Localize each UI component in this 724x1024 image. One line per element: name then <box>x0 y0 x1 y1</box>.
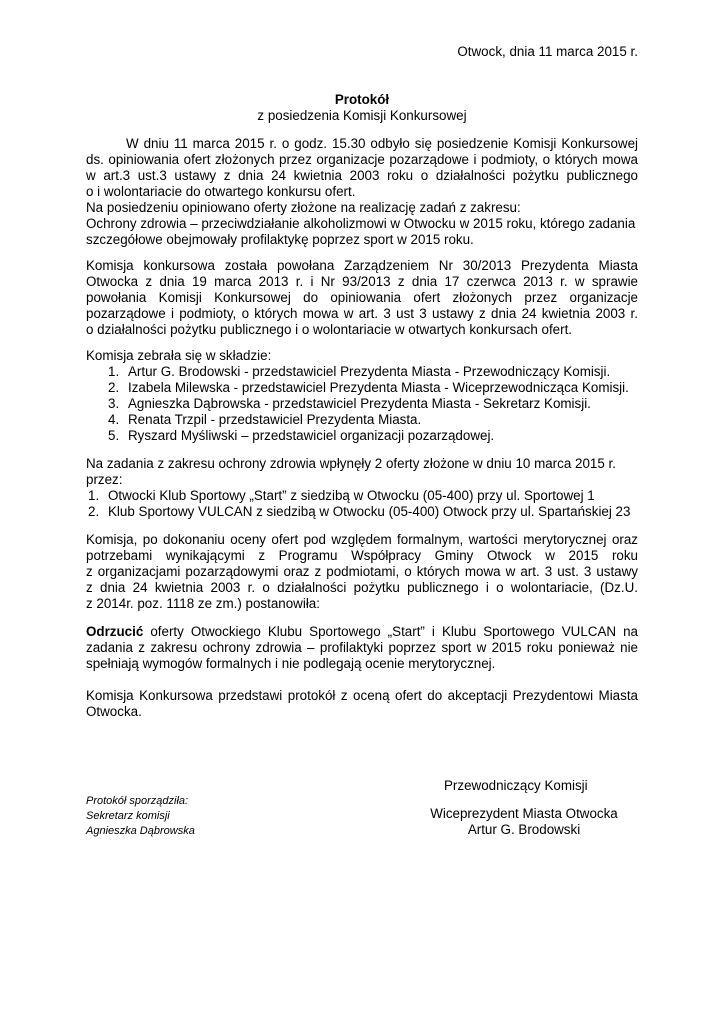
text-line: zadania z zakresu ochrony zdrowia – profilaktyki poprzez sport w 2015 roku ponieważ nie <box>86 640 638 655</box>
text-line: Otwocka z dnia 19 marca 2013 r. i Nr 93/2013 z dnia 17 czerwca 2013 r. w sprawie <box>86 274 638 289</box>
text-line: Na zadania z zakresu ochrony zdrowia wpłynęły 2 oferty złożone w dniu 10 marca 2015 r. <box>86 456 616 471</box>
text-line: szczegółowe obejmowały profilaktykę poprzez sport w 2015 roku. <box>86 232 474 247</box>
members-section <box>86 348 638 444</box>
chair-position: Wiceprezydent Miasta Otwocka <box>430 806 618 821</box>
text-line: Komisja, po dokonaniu oceny ofert pod względem formalnym, wartości merytorycznej oraz <box>86 532 638 547</box>
commission-paragraph <box>86 258 638 338</box>
decision-paragraph <box>86 624 638 672</box>
text-line: Ochrony zdrowia – przeciwdziałanie alkoholizmowi w Otwocku w 2015 roku, którego zadania <box>86 216 636 231</box>
text-line: Odrzucić oferty Otwockiego Klubu Sportowego „Start” i Klubu Sportowego VULCAN na <box>86 624 638 639</box>
list-item: 4. Renata Trzpil - przedstawiciel Prezydenta Miasta. <box>108 412 422 427</box>
text-line: potrzebami wynikającymi z Programu Współpracy Gminy Otwock w 2015 roku <box>86 548 638 563</box>
text-line: ds. opiniowania ofert złożonych przez organizacje pozarządowe i podmioty, o których mowa <box>86 152 638 167</box>
offers-section <box>86 456 638 520</box>
list-item: 5. Ryszard Myśliwski – przedstawiciel organizacji pozarządowej. <box>108 428 495 443</box>
decision-keyword: Odrzucić <box>86 624 144 639</box>
text-line: o i wolontariacie do otwartego konkursu ofert. <box>86 184 356 199</box>
offers-list <box>86 488 638 520</box>
text-line: o działalności pożytku publicznego i o wolontariacie w otwartych konkursach ofert. <box>86 322 573 337</box>
text-line: przez: <box>86 472 123 487</box>
text-line: pozarządowe i podmioty, o których mowa w art. 3 ust 3 ustawy z dnia 24 kwietnia 2003 r. <box>86 306 638 321</box>
list-item: 1. Artur G. Brodowski - przedstawiciel Prezydenta Miasta - Przewodniczący Komisji. <box>108 364 611 379</box>
text-line: spełniają wymogów formalnych i nie podlegają ocenie merytorycznej. <box>86 656 496 671</box>
text-line: Otwocka. <box>86 704 142 719</box>
text-line: W dniu 11 marca 2015 r. o godz. 15.30 odbyło się posiedzenie Komisji Konkursowej <box>126 136 638 151</box>
text-line: z dnia 24 kwietnia 2003 r. o działalności pożytku publicznego i o wolontariacie, (Dz.U. <box>86 580 638 595</box>
text-line: w art.3 ust.3 ustawy z dnia 24 kwietnia 2003 roku o działalności pożytku publicznego <box>86 168 638 183</box>
list-item: 1. Otwocki Klub Sportowy „Start” z siedzibą w Otwocku (05-400) przy ul. Sportowej 1 <box>88 488 595 503</box>
secretary-title: Sekretarz komisji <box>86 810 170 822</box>
document-title: Protokół <box>334 92 390 107</box>
closing-paragraph <box>86 688 638 720</box>
chair-name: Artur G. Brodowski <box>467 822 581 837</box>
members-heading: Komisja zebrała się w składzie: <box>86 348 272 363</box>
list-item: 2. Klub Sportowy VULCAN z siedzibą w Otwocku (05-400) Otwock przy ul. Spartańskiej 23 <box>88 504 631 519</box>
chair-signature-block <box>424 806 624 838</box>
text-line: Komisja Konkursowa przedstawi protokół z oceną ofert do akceptacji Prezydentowi Miasta <box>86 688 638 703</box>
text-line: Na posiedzeniu opiniowano oferty złożone na realizację zadań z zakresu: <box>86 200 521 215</box>
list-item: 3. Agnieszka Dąbrowska - przedstawiciel Prezydenta Miasta - Sekretarz Komisji. <box>108 396 591 411</box>
prepared-by-label: Protokół sporządziła: <box>86 795 189 807</box>
intro-paragraph <box>86 136 638 248</box>
prepared-by-block <box>86 794 195 839</box>
chair-title: Przewodniczący Komisji <box>444 778 588 793</box>
text-line: powołania Komisji Konkursowej do opiniowania ofert złożonych przez organizacje <box>86 290 638 305</box>
text-line: z organizacjami pozarządowymi oraz z podmiotami, o których mowa w art. 3 ust. 3 ustawy <box>86 564 638 579</box>
text-line: Komisja konkursowa została powołana Zarządzeniem Nr 30/2013 Prezydenta Miasta <box>86 258 638 273</box>
members-list <box>86 364 638 444</box>
document-date: Otwock, dnia 11 marca 2015 r. <box>457 44 638 59</box>
list-item: 2. Izabela Milewska - przedstawiciel Prezydenta Miasta - Wiceprzewodnicząca Komisji. <box>108 380 629 395</box>
secretary-name: Agnieszka Dąbrowska <box>86 825 195 837</box>
document-subtitle: z posiedzenia Komisji Konkursowej <box>257 108 467 123</box>
text-line: z 2014r. poz. 1118 ze zm.) postanowiła: <box>86 596 320 611</box>
evaluation-paragraph <box>86 532 638 612</box>
